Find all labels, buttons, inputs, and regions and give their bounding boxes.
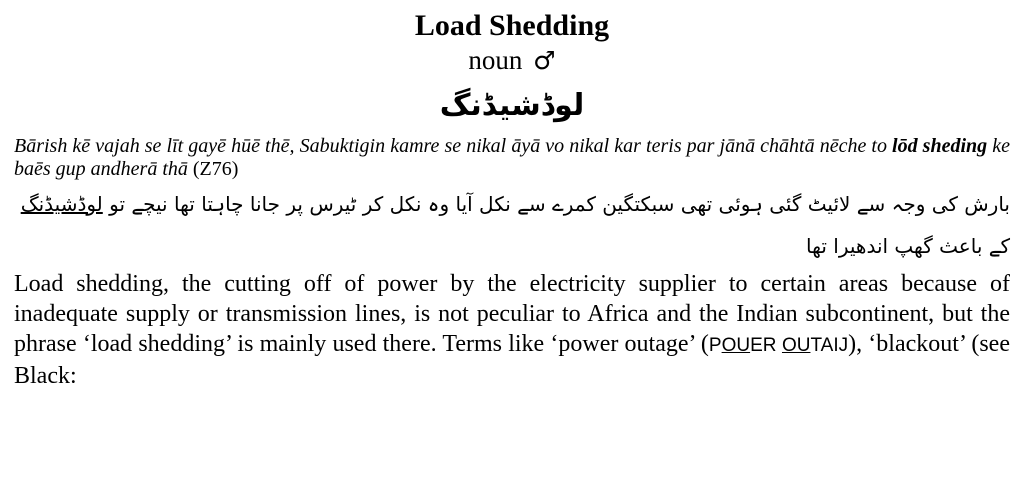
urdu-example [14, 183, 1010, 267]
headword: Load Shedding [414, 9, 610, 42]
urdu-example-highlight: لوڈشیڈنگ [20, 192, 103, 216]
pron-seg-b: OU [721, 335, 751, 356]
example-text-before: Bārish kē vajah se līt gayē hūē thē, Sabuktigin kamre se nikal āyā vo nikal kar teris par jānā chāhtā nēche to [14, 135, 893, 157]
masculine-gender-icon: ♂ [533, 46, 556, 75]
example-source: (Z76) [187, 158, 239, 180]
example-highlight: lōd sheding [892, 135, 988, 157]
example-text-after: ke baēs gup andherā thā [14, 135, 1010, 180]
romanized-example [14, 135, 1010, 181]
definition-paragraph [14, 269, 1010, 391]
definition-part1: Load shedding, the cutting off of power by the electricity supplier to certain areas because of inadequate supply or transmission lines, is not peculiar to Africa and the Indian subcontinent, but the phrase ‘load shedding’ is mainly used there. Terms like ‘power outage’ ( [14, 271, 1010, 357]
urdu-example-after: کے باعث گھپ اندھیرا تھا [806, 234, 1010, 258]
urdu-headword: لوڈشیڈنگ [439, 88, 585, 123]
dictionary-entry [14, 8, 1010, 391]
pronunciation-power-outage [709, 335, 848, 356]
pron-seg-c: ER [750, 335, 782, 356]
urdu-example-before: بارش کی وجہ سے لائیٹ گئی ہوئی تھی سبکتگین کمرے سے نکل آیا وہ نکل کر ٹیرس پر جانا چاہتا تھا نیچے تو [102, 192, 1010, 216]
definition-part2: ), ‘blackout’ (see Black: [14, 331, 1010, 389]
pron-seg-e: TAIJ [810, 335, 849, 356]
part-of-speech-line [14, 44, 1010, 77]
pron-seg-a: P [708, 335, 722, 356]
part-of-speech: noun [468, 45, 523, 75]
pron-seg-d: OU [781, 335, 811, 356]
